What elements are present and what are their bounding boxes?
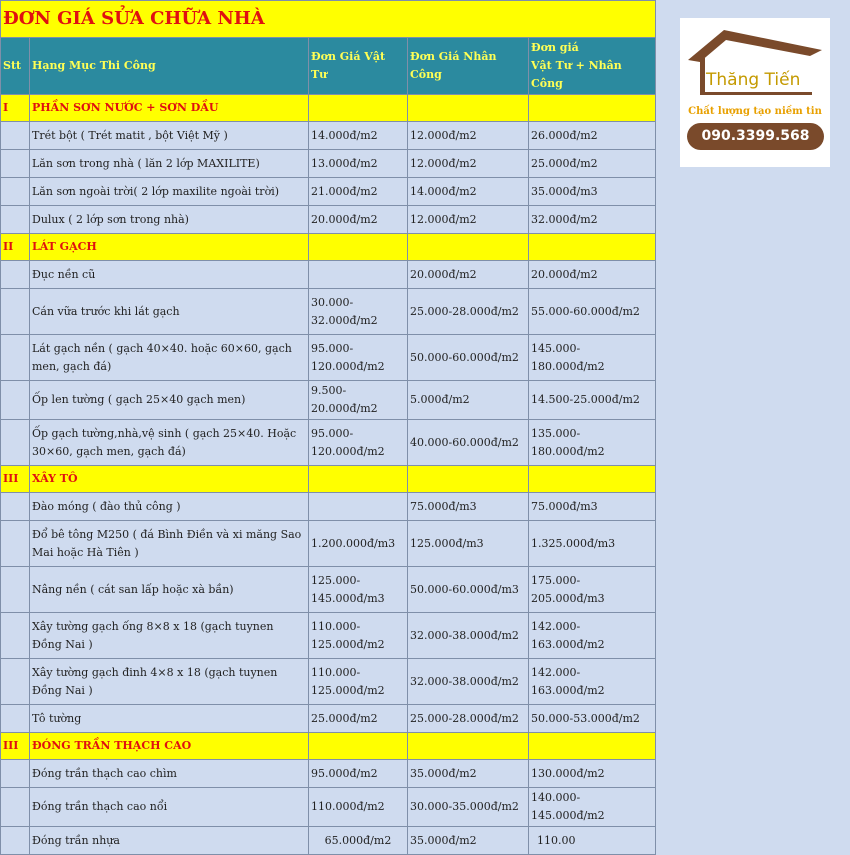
item-total: 14.500-25.000đ/m2 xyxy=(529,381,656,420)
item-material: 25.000đ/m2 xyxy=(309,705,408,733)
item-total: 55.000-60.000đ/m2 xyxy=(529,289,656,335)
header-material: Đơn Giá Vật Tư xyxy=(309,38,408,95)
header-total-line1: Đơn giá xyxy=(531,41,579,54)
item-name: Tô tường xyxy=(30,705,309,733)
section-name: ĐÓNG TRẦN THẠCH CAO xyxy=(30,733,309,760)
table-row xyxy=(1,521,656,567)
item-total: 35.000đ/m3 xyxy=(529,178,656,206)
section-stt: II xyxy=(1,234,30,261)
section-row xyxy=(1,733,656,760)
table-row xyxy=(1,381,656,420)
table-row xyxy=(1,150,656,178)
table-row xyxy=(1,493,656,521)
item-material: 14.000đ/m2 xyxy=(309,122,408,150)
item-labor: 125.000đ/m3 xyxy=(408,521,529,567)
item-total: 145.000-180.000đ/m2 xyxy=(529,335,656,381)
section-stt: III xyxy=(1,733,30,760)
item-total: 142.000-163.000đ/m2 xyxy=(529,613,656,659)
header-stt: Stt xyxy=(1,38,30,95)
header-total xyxy=(529,38,656,95)
item-total: 26.000đ/m2 xyxy=(529,122,656,150)
item-labor: 12.000đ/m2 xyxy=(408,122,529,150)
item-name: Dulux ( 2 lớp sơn trong nhà) xyxy=(30,206,309,234)
table-row xyxy=(1,827,656,855)
item-material: 95.000-120.000đ/m2 xyxy=(309,335,408,381)
item-labor: 12.000đ/m2 xyxy=(408,206,529,234)
company-logo xyxy=(680,18,830,167)
table-row xyxy=(1,178,656,206)
item-material: 21.000đ/m2 xyxy=(309,178,408,206)
item-labor: 50.000-60.000đ/m2 xyxy=(408,335,529,381)
item-labor: 35.000đ/m2 xyxy=(408,827,529,855)
item-name: Lăn sơn trong nhà ( lăn 2 lớp MAXILITE) xyxy=(30,150,309,178)
item-name: Đục nền cũ xyxy=(30,261,309,289)
phone-number-badge[interactable]: 090.3399.568 xyxy=(687,123,824,150)
table-row xyxy=(1,659,656,705)
item-name: Ốp len tường ( gạch 25×40 gạch men) xyxy=(30,381,309,420)
item-material: 1.200.000đ/m3 xyxy=(309,521,408,567)
item-labor: 5.000đ/m2 xyxy=(408,381,529,420)
item-material: 125.000-145.000đ/m3 xyxy=(309,567,408,613)
section-row xyxy=(1,234,656,261)
item-material: 110.000đ/m2 xyxy=(309,788,408,827)
item-labor: 25.000-28.000đ/m2 xyxy=(408,289,529,335)
item-labor: 75.000đ/m3 xyxy=(408,493,529,521)
header-total-line2: Vật Tư + Nhân Công xyxy=(531,59,622,90)
item-total: 140.000-145.000đ/m2 xyxy=(529,788,656,827)
item-name: Xây tường gạch đinh 4×8 x 18 (gạch tuynen Đồng Nai ) xyxy=(30,659,309,705)
item-name: Đóng trần thạch cao nổi xyxy=(30,788,309,827)
section-row xyxy=(1,95,656,122)
item-total: 110.00 xyxy=(529,827,656,855)
item-name: Ốp gạch tường,nhà,vệ sinh ( gạch 25×40. Hoặc 30×60, gạch men, gạch đá) xyxy=(30,420,309,466)
item-name: Cán vữa trước khi lát gạch xyxy=(30,289,309,335)
table-row xyxy=(1,760,656,788)
item-labor: 25.000-28.000đ/m2 xyxy=(408,705,529,733)
item-material: 13.000đ/m2 xyxy=(309,150,408,178)
company-slogan: Chất lượng tạo niềm tin xyxy=(688,106,822,117)
item-name: Đổ bê tông M250 ( đá Bình Điền và xi măng Sao Mai hoặc Hà Tiên ) xyxy=(30,521,309,567)
table-row xyxy=(1,567,656,613)
item-labor: 40.000-60.000đ/m2 xyxy=(408,420,529,466)
item-name: Đào móng ( đào thủ công ) xyxy=(30,493,309,521)
item-labor: 20.000đ/m2 xyxy=(408,261,529,289)
item-name: Xây tường gạch ống 8×8 x 18 (gạch tuynen Đồng Nai ) xyxy=(30,613,309,659)
item-total: 32.000đ/m2 xyxy=(529,206,656,234)
item-labor: 30.000-35.000đ/m2 xyxy=(408,788,529,827)
section-name: LÁT GẠCH xyxy=(30,234,309,261)
title-row xyxy=(1,1,656,38)
item-name: Nâng nền ( cát san lấp hoặc xà bần) xyxy=(30,567,309,613)
item-total: 75.000đ/m3 xyxy=(529,493,656,521)
item-total: 135.000-180.000đ/m2 xyxy=(529,420,656,466)
item-labor: 12.000đ/m2 xyxy=(408,150,529,178)
item-material: 95.000-120.000đ/m2 xyxy=(309,420,408,466)
item-total: 130.000đ/m2 xyxy=(529,760,656,788)
item-total: 25.000đ/m2 xyxy=(529,150,656,178)
company-name: Thăng Tiến xyxy=(706,70,801,90)
item-total: 142.000-163.000đ/m2 xyxy=(529,659,656,705)
item-name: Đóng trần nhựa xyxy=(30,827,309,855)
table-row xyxy=(1,420,656,466)
header-item: Hạng Mục Thi Công xyxy=(30,38,309,95)
table-row xyxy=(1,261,656,289)
table-row xyxy=(1,206,656,234)
item-name: Đóng trần thạch cao chìm xyxy=(30,760,309,788)
table-row xyxy=(1,788,656,827)
header-row xyxy=(1,38,656,95)
item-material: 110.000-125.000đ/m2 xyxy=(309,659,408,705)
section-row xyxy=(1,466,656,493)
item-total: 50.000-53.000đ/m2 xyxy=(529,705,656,733)
item-material xyxy=(309,261,408,289)
item-material xyxy=(309,493,408,521)
section-stt: III xyxy=(1,466,30,493)
item-labor: 32.000-38.000đ/m2 xyxy=(408,659,529,705)
item-total: 20.000đ/m2 xyxy=(529,261,656,289)
item-name: Trét bột ( Trét matit , bột Việt Mỹ ) xyxy=(30,122,309,150)
item-material: 9.500-20.000đ/m2 xyxy=(309,381,408,420)
table-title: ĐƠN GIÁ SỬA CHỮA NHÀ xyxy=(1,1,656,38)
table-row xyxy=(1,705,656,733)
table-row xyxy=(1,289,656,335)
item-name: Lăn sơn ngoài trời( 2 lớp maxilite ngoài trời) xyxy=(30,178,309,206)
header-labor: Đơn Giá Nhân Công xyxy=(408,38,529,95)
item-material: 95.000đ/m2 xyxy=(309,760,408,788)
item-labor: 50.000-60.000đ/m3 xyxy=(408,567,529,613)
section-name: XÂY TÔ xyxy=(30,466,309,493)
item-name: Lát gạch nền ( gạch 40×40. hoặc 60×60, gạch men, gạch đá) xyxy=(30,335,309,381)
item-material: 65.000đ/m2 xyxy=(309,827,408,855)
item-labor: 14.000đ/m2 xyxy=(408,178,529,206)
item-labor: 35.000đ/m2 xyxy=(408,760,529,788)
item-material: 20.000đ/m2 xyxy=(309,206,408,234)
item-total: 175.000-205.000đ/m3 xyxy=(529,567,656,613)
table-row xyxy=(1,613,656,659)
item-labor: 32.000-38.000đ/m2 xyxy=(408,613,529,659)
section-name: PHẦN SƠN NƯỚC + SƠN DẦU xyxy=(30,95,309,122)
item-total: 1.325.000đ/m3 xyxy=(529,521,656,567)
section-stt: I xyxy=(1,95,30,122)
item-material: 110.000-125.000đ/m2 xyxy=(309,613,408,659)
item-material: 30.000-32.000đ/m2 xyxy=(309,289,408,335)
table-row xyxy=(1,122,656,150)
table-row xyxy=(1,335,656,381)
